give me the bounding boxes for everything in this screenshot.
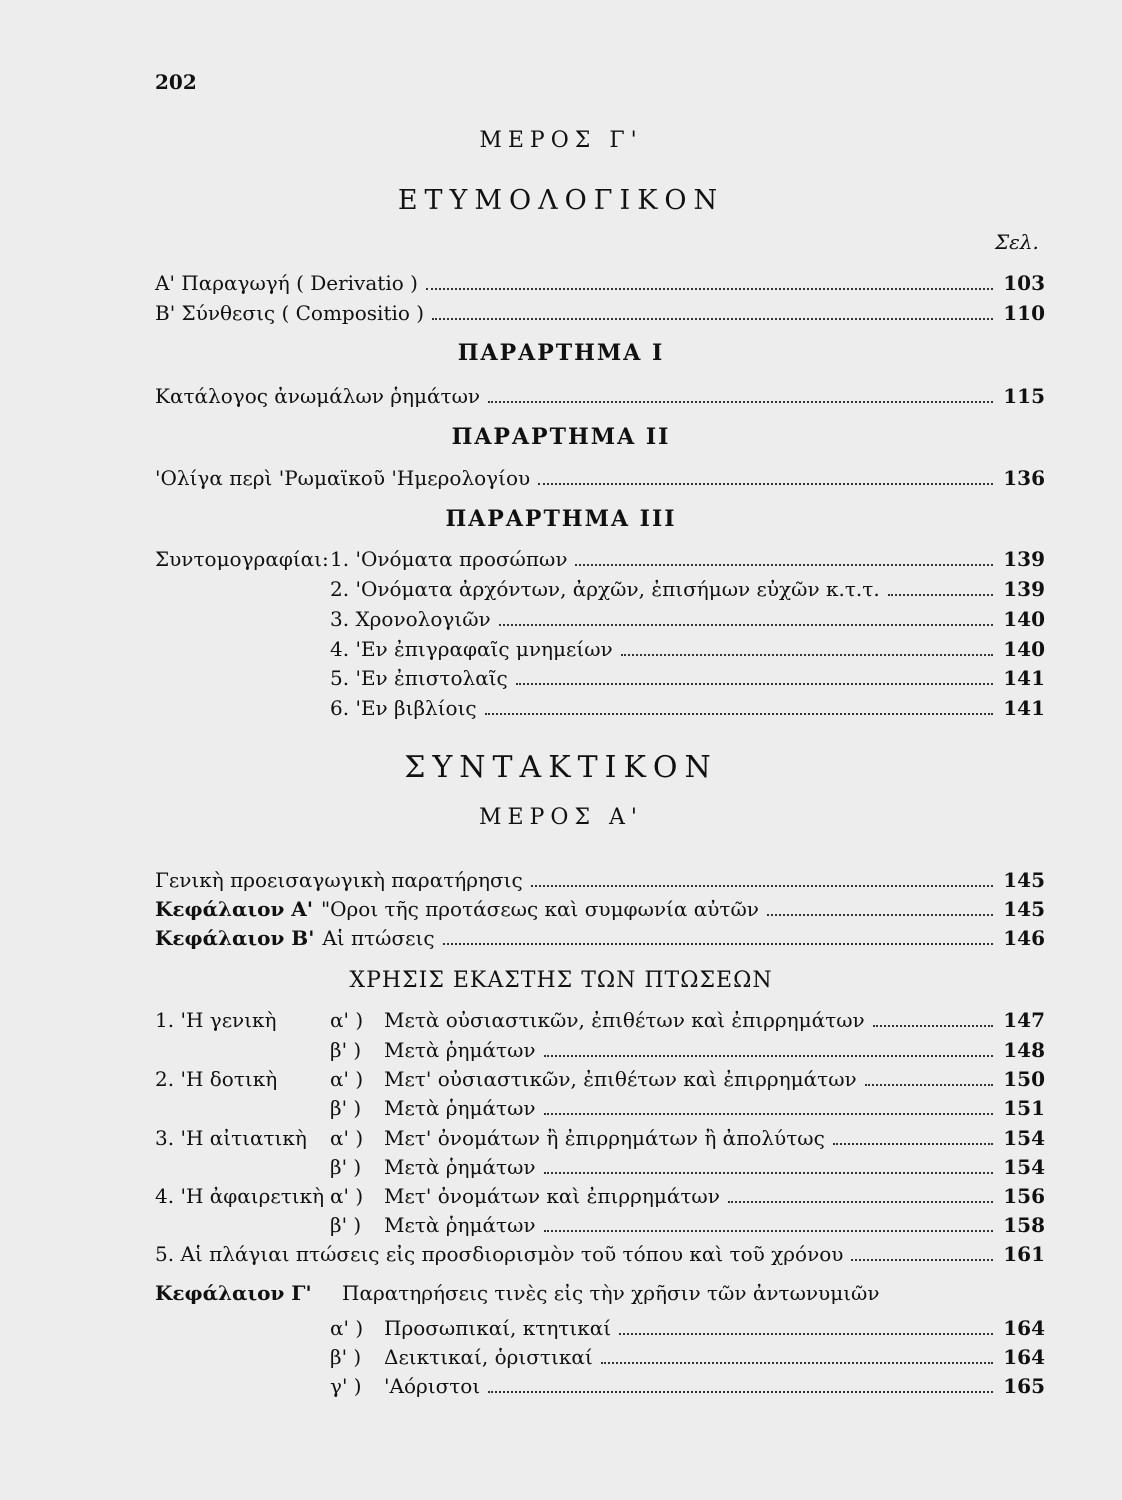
leader-dots	[888, 594, 994, 596]
leader-dots	[575, 564, 993, 566]
leader-dots	[426, 288, 993, 290]
leader-dots	[531, 885, 994, 887]
leader-dots	[767, 914, 993, 916]
toc-entry-page: 140	[1003, 607, 1045, 631]
toc-entry-label: Α' Παραγωγή ( Derivatio )	[155, 271, 418, 295]
toc-entry-page: 158	[1003, 1213, 1045, 1237]
toc-entry-page: 139	[1003, 547, 1045, 571]
toc-entry-page: 151	[1003, 1096, 1045, 1120]
toc-entry-page: 141	[1003, 696, 1045, 720]
sub-label: α' )	[330, 1008, 364, 1032]
toc-entry	[155, 666, 1045, 694]
toc-entry-page: 139	[1003, 577, 1045, 601]
toc-entry	[155, 466, 1045, 494]
toc-entry	[155, 607, 1045, 635]
leader-dots	[443, 943, 994, 945]
leader-dots	[833, 1143, 993, 1145]
toc-entry-page: 136	[1003, 466, 1045, 490]
sub-label: α' )	[330, 1126, 364, 1150]
toc-entry-page: 141	[1003, 666, 1045, 690]
toc-entry	[155, 577, 1045, 605]
toc-entry	[155, 1067, 1045, 1095]
toc-entry	[155, 1213, 1045, 1241]
toc-entry-label: 'Ολίγα περὶ 'Ρωμαϊκοῦ 'Ημερολογίου	[155, 466, 531, 490]
toc-entry-page: 103	[1003, 271, 1045, 295]
toc-entry	[155, 384, 1045, 412]
sub-label: β' )	[330, 1096, 362, 1120]
cases-heading: ΧΡΗΣΙΣ ΕΚΑΣΤΗΣ ΤΩΝ ΠΤΩΣΕΩΝ	[349, 968, 773, 993]
sub-label: γ' )	[330, 1374, 362, 1398]
toc-entry-page: 110	[1003, 301, 1045, 325]
toc-entry-label: Μετὰ ῥημάτων	[384, 1038, 536, 1062]
toc-entry-label: 6. 'Εν βιβλίοις	[330, 696, 477, 720]
toc-entry-label: 2. 'Ονόματα ἀρχόντων, ἀρχῶν, ἐπισήμων εὐχῶν κ.τ.τ.	[330, 577, 880, 601]
toc-entry-label: Μετὰ οὐσιαστικῶν, ἐπιθέτων καὶ ἐπιρρημάτων	[384, 1008, 865, 1032]
toc-entry	[155, 1345, 1045, 1373]
page-number: 202	[155, 70, 197, 94]
toc-entry-label: Μετὰ ῥημάτων	[384, 1155, 536, 1179]
sub-label: β' )	[330, 1038, 362, 1062]
leader-dots	[488, 401, 993, 403]
sub-label: β' )	[330, 1213, 362, 1237]
toc-entry-page: 145	[1003, 868, 1045, 892]
toc-entry	[155, 1374, 1045, 1402]
toc-entry-label: Γενικὴ προεισαγωγικὴ παρατήρησις	[155, 868, 523, 892]
toc-entry-page: 161	[1003, 1242, 1045, 1266]
toc-entry-page: 145	[1003, 897, 1045, 921]
leader-dots	[485, 713, 994, 715]
toc-entry-label: Προσωπικαί, κτητικαί	[384, 1316, 612, 1340]
toc-entry-label: 5. Αἱ πλάγιαι πτώσεις εἰς προσδιορισμὸν τοῦ τόπου καὶ τοῦ χρόνου	[155, 1242, 844, 1266]
toc-entry-label: Αἱ πτώσεις	[322, 926, 435, 950]
toc-entry	[155, 637, 1045, 665]
toc-entry-page: 154	[1003, 1126, 1045, 1150]
appendix-heading-1: ΠΑΡΑΡΤΗΜΑ Ι	[457, 340, 665, 366]
leader-dots	[499, 624, 994, 626]
abbreviations-prefix: Συντομογραφίαι:	[155, 547, 329, 571]
leader-dots	[516, 683, 993, 685]
toc-entry-page: 165	[1003, 1374, 1045, 1398]
toc-entry	[155, 547, 1045, 575]
toc-entry	[155, 1008, 1045, 1036]
toc-entry-label: Μετὰ ῥημάτων	[384, 1213, 536, 1237]
leader-dots	[619, 1333, 993, 1335]
part-heading-etymology: ΜΕΡΟΣ Γ'	[479, 128, 643, 153]
section-title-syntax: ΣΥΝΤΑΚΤΙΚΟΝ	[404, 750, 718, 785]
toc-entry-page: 147	[1003, 1008, 1045, 1032]
leader-dots	[544, 1055, 994, 1057]
toc-entry-page: 146	[1003, 926, 1045, 950]
toc-entry-page: 148	[1003, 1038, 1045, 1062]
chapter-title: Παρατηρήσεις τινὲς εἰς τὴν χρῆσιν τῶν ἀντωνυμιῶν	[342, 1281, 880, 1305]
toc-entry-page: 150	[1003, 1067, 1045, 1091]
toc-entry	[155, 301, 1045, 329]
leader-dots	[601, 1362, 994, 1364]
section-title-etymology: ΕΤΥΜΟΛΟΓΙΚΟΝ	[397, 185, 725, 216]
toc-entry	[155, 926, 1045, 954]
toc-entry-page: 164	[1003, 1345, 1045, 1369]
leader-dots	[432, 318, 993, 320]
toc-entry-label: 4. 'Εν ἐπιγραφαῖς μνημείων	[330, 637, 613, 661]
toc-entry-page: 140	[1003, 637, 1045, 661]
case-label: 4. 'Η ἀφαιρετικὴ	[155, 1184, 325, 1208]
toc-entry-page: 154	[1003, 1155, 1045, 1179]
appendix-heading-2: ΠΑΡΑΡΤΗΜΑ ΙΙ	[451, 424, 671, 450]
toc-entry-page: 164	[1003, 1316, 1045, 1340]
toc-entry-page: 156	[1003, 1184, 1045, 1208]
page-column-label: Σελ.	[995, 230, 1039, 254]
leader-dots	[865, 1084, 994, 1086]
toc-entry-page: 115	[1003, 384, 1045, 408]
leader-dots	[544, 1113, 994, 1115]
leader-dots	[873, 1025, 994, 1027]
toc-entry-label: 3. Χρονολογιῶν	[330, 607, 491, 631]
appendix-heading-3: ΠΑΡΑΡΤΗΜΑ ΙΙΙ	[445, 506, 677, 532]
part-heading-syntax: ΜΕΡΟΣ Α'	[479, 805, 643, 830]
toc-entry	[155, 1038, 1045, 1066]
chapter-label: Κεφάλαιον Γ'	[155, 1281, 312, 1305]
toc-entry	[155, 1096, 1045, 1124]
leader-dots	[544, 1230, 994, 1232]
sub-label: α' )	[330, 1067, 364, 1091]
toc-entry-label: Μετ' ὀνομάτων ἢ ἐπιρρημάτων ἢ ἀπολύτως	[384, 1126, 825, 1150]
case-label: 2. 'Η δοτικὴ	[155, 1067, 278, 1091]
toc-entry	[155, 1184, 1045, 1212]
leader-dots	[728, 1201, 993, 1203]
leader-dots	[538, 483, 993, 485]
toc-entry-label: Μετ' οὐσιαστικῶν, ἐπιθέτων καὶ ἐπιρρημάτων	[384, 1067, 857, 1091]
case-label: 1. 'Η γενικὴ	[155, 1008, 277, 1032]
sub-label: α' )	[330, 1184, 364, 1208]
chapter-heading-row	[155, 1281, 1045, 1309]
leader-dots	[544, 1172, 994, 1174]
toc-entry-label: 5. 'Εν ἐπιστολαῖς	[330, 666, 508, 690]
chapter-label: Κεφάλαιον Β'	[155, 926, 315, 950]
toc-entry	[155, 1126, 1045, 1154]
toc-entry	[155, 1242, 1045, 1270]
toc-entry-label: "Οροι τῆς προτάσεως καὶ συμφωνία αὐτῶν	[320, 897, 759, 921]
toc-entry-label: Δεικτικαί, ὁριστικαί	[384, 1345, 593, 1369]
toc-entry-label: Β' Σύνθεσις ( Compositio )	[155, 301, 425, 325]
toc-entry	[155, 897, 1045, 925]
toc-entry	[155, 868, 1045, 896]
toc-entry-label: Κατάλογος ἀνωμάλων ῥημάτων	[155, 384, 481, 408]
chapter-label: Κεφάλαιον Α'	[155, 897, 313, 921]
sub-label: β' )	[330, 1155, 362, 1179]
leader-dots	[851, 1259, 993, 1261]
toc-entry	[155, 696, 1045, 724]
leader-dots	[488, 1391, 993, 1393]
case-label: 3. 'Η αἰτιατικὴ	[155, 1126, 307, 1150]
sub-label: α' )	[330, 1316, 364, 1340]
toc-entry-label: Μετ' ὀνομάτων καὶ ἐπιρρημάτων	[384, 1184, 720, 1208]
toc-entry	[155, 271, 1045, 299]
sub-label: β' )	[330, 1345, 362, 1369]
leader-dots	[621, 654, 994, 656]
toc-entry-label: 1. 'Ονόματα προσώπων	[330, 547, 568, 571]
toc-entry-label: 'Αόριστοι	[384, 1374, 481, 1398]
toc-entry	[155, 1155, 1045, 1183]
toc-entry-label: Μετὰ ῥημάτων	[384, 1096, 536, 1120]
toc-entry	[155, 1316, 1045, 1344]
